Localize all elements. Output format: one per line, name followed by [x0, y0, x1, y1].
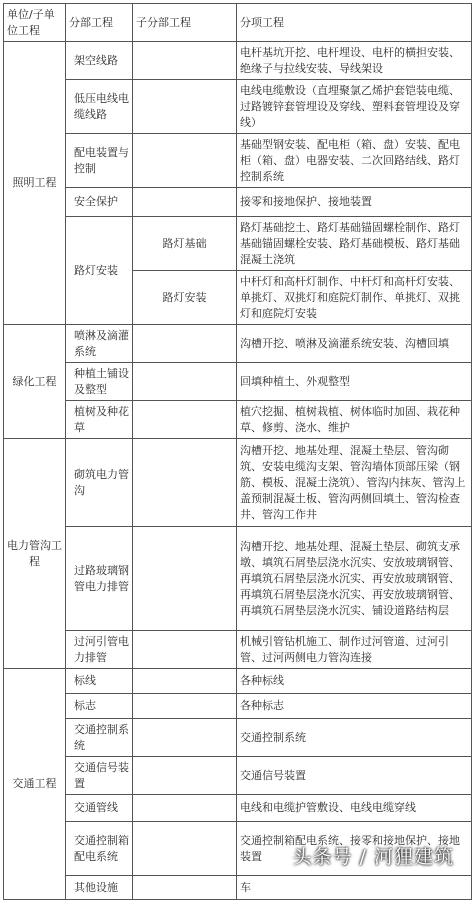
item-cell: 电线和电缆护管敷设、电线电缆穿线 — [237, 795, 472, 822]
table-row — [4, 325, 472, 363]
division-cell: 标线 — [66, 669, 133, 694]
subdivision-cell — [133, 363, 237, 401]
division-cell: 标志 — [66, 694, 133, 719]
division-cell: 种植土铺设及整型 — [66, 363, 133, 401]
table-row — [4, 80, 472, 134]
item-cell: 各种标志 — [237, 694, 472, 719]
subdivision-cell — [133, 527, 237, 631]
item-cell: 机械引管钻机施工、制作过河管道、过河引管、过河两侧电力管沟连接 — [237, 631, 472, 669]
item-cell: 电线电缆敷设（直埋聚氯乙烯护套铠装电缆、过路镀锌套管埋设及穿线、塑料套管埋设及穿线） — [237, 80, 472, 134]
item-cell: 中杆灯和高杆灯制作、中杆灯和高杆灯安装、单挑灯、双挑灯和庭院灯制作、单挑灯、双挑灯和庭院灯安装 — [237, 271, 472, 325]
header-division: 分部工程 — [66, 4, 133, 42]
table-row — [4, 217, 472, 271]
division-cell: 其他设施 — [66, 876, 133, 900]
table-row — [4, 876, 472, 900]
subdivision-cell — [133, 719, 237, 757]
unit-traffic: 交通工程 — [4, 669, 66, 900]
division-cell: 路灯安装 — [66, 217, 133, 325]
item-cell: 各种标线 — [237, 669, 472, 694]
division-cell: 过路玻璃钢管电力排管 — [66, 527, 133, 631]
division-cell: 过河引管电力排管 — [66, 631, 133, 669]
item-cell: 交通控制系统 — [237, 719, 472, 757]
division-cell: 配电装置与控制 — [66, 134, 133, 188]
subdivision-cell — [133, 401, 237, 439]
unit-greening: 绿化工程 — [4, 325, 66, 439]
table-row — [4, 631, 472, 669]
subdivision-cell — [133, 134, 237, 188]
subdivision-cell — [133, 694, 237, 719]
subdivision-cell — [133, 757, 237, 795]
table-row — [4, 669, 472, 694]
item-cell: 植穴挖掘、植树栽植、树体临时加固、栽花种草、修剪、浇水、维护 — [237, 401, 472, 439]
engineering-division-table — [3, 3, 472, 900]
item-cell: 沟槽开挖、喷淋及滴灌系统安装、沟槽回填 — [237, 325, 472, 363]
header-item: 分项工程 — [237, 4, 472, 42]
item-cell: 沟槽开挖、地基处理、混凝土垫层、管沟砌筑、安装电缆沟支架、管沟墙体顶部压梁（钢筋、模板、混凝土浇筑）、管沟内抹灰、管沟上盖预制混凝土板、管沟两侧回填土、管沟检查井、管沟工作井 — [237, 439, 472, 527]
division-cell: 交通信号装置 — [66, 757, 133, 795]
subdivision-cell — [133, 822, 237, 876]
subdivision-cell — [133, 42, 237, 80]
table-row — [4, 42, 472, 80]
subdivision-cell: 路灯安装 — [133, 271, 237, 325]
table-row — [4, 363, 472, 401]
subdivision-cell — [133, 439, 237, 527]
division-cell: 植树及种花草 — [66, 401, 133, 439]
item-cell: 交通信号装置 — [237, 757, 472, 795]
unit-cable-trench: 电力管沟工程 — [4, 439, 66, 669]
subdivision-cell — [133, 795, 237, 822]
item-cell: 沟槽开挖、地基处理、混凝土垫层、砌筑支承墩、填筑石屑垫层浇水沉实、安放玻璃钢管、再填筑石屑垫层浇水沉实、再安放玻璃钢管、再填筑石屑垫层浇水沉实、再安放玻璃钢管、再填筑石屑垫层浇水沉实、铺设道路结构层 — [237, 527, 472, 631]
division-cell: 交通控制箱配电系统 — [66, 822, 133, 876]
subdivision-cell — [133, 188, 237, 217]
item-cell: 车 — [237, 876, 472, 900]
item-cell: 回填种植土、外观整型 — [237, 363, 472, 401]
subdivision-cell — [133, 669, 237, 694]
subdivision-cell — [133, 325, 237, 363]
table-row — [4, 188, 472, 217]
subdivision-cell: 路灯基础 — [133, 217, 237, 271]
division-cell: 砌筑电力管沟 — [66, 439, 133, 527]
subdivision-cell — [133, 80, 237, 134]
division-cell: 安全保护 — [66, 188, 133, 217]
item-cell: 路灯基础挖土、路灯基础锚固螺栓制作、路灯基础锚固螺栓安装、路灯基础模板、路灯基础混凝土浇筑 — [237, 217, 472, 271]
item-cell: 电杆基坑开挖、电杆埋设、电杆的横担安装、绝缘子与拉线安装、导线架设 — [237, 42, 472, 80]
table-row — [4, 401, 472, 439]
table-header-row — [4, 4, 472, 42]
table-row — [4, 694, 472, 719]
item-cell: 接零和接地保护、接地装置 — [237, 188, 472, 217]
division-cell: 交通控制系统 — [66, 719, 133, 757]
header-unit: 单位/子单位工程 — [4, 4, 66, 42]
item-cell: 交通控制箱配电系统、接零和接地保护、接地装置 — [237, 822, 472, 876]
header-subdivision: 子分部工程 — [133, 4, 237, 42]
watermark: 头条号 / 河狸建筑 — [292, 846, 454, 868]
subdivision-cell — [133, 631, 237, 669]
table-row — [4, 439, 472, 527]
table-row — [4, 719, 472, 757]
table-row — [4, 527, 472, 631]
unit-lighting: 照明工程 — [4, 42, 66, 325]
division-cell: 喷淋及滴灌系统 — [66, 325, 133, 363]
division-cell: 低压电线电缆线路 — [66, 80, 133, 134]
table-row — [4, 757, 472, 795]
division-cell: 交通管线 — [66, 795, 133, 822]
subdivision-cell — [133, 876, 237, 900]
table-row — [4, 795, 472, 822]
division-cell: 架空线路 — [66, 42, 133, 80]
table-row — [4, 134, 472, 188]
item-cell: 基础型钢安装、配电柜（箱、盘）安装、配电柜（箱、盘）电器安装、二次回路结线、路灯控制系统 — [237, 134, 472, 188]
